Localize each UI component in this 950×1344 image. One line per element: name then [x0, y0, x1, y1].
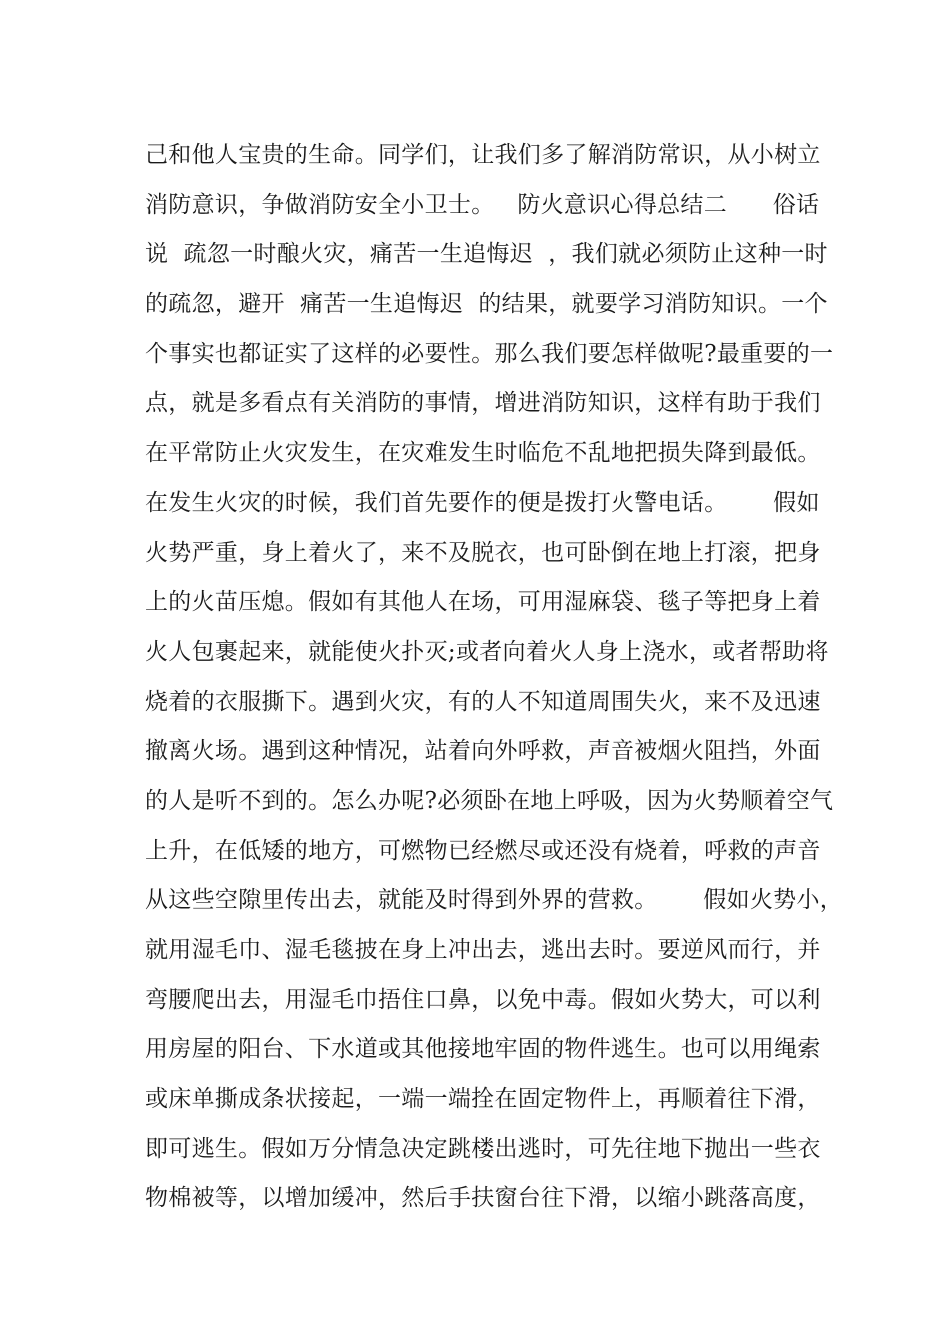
text-line: 物棉被等，以增加缓冲，然后手扶窗台往下滑，以缩小跳落高度，	[145, 1185, 821, 1212]
text-line: 在发生火灾的时候，我们首先要作的便是拨打火警电话。 假如	[145, 489, 820, 516]
text-line: 火人包裹起来，就能使火扑灭;或者向着火人身上浇水，或者帮助将	[145, 638, 829, 665]
text-line: 就用湿毛巾、湿毛毯披在身上冲出去，逃出去时。要逆风而行，并	[145, 937, 821, 963]
text-line: 或床单撕成条状接起，一端一端拴在固定物件上，再顺着往下滑，	[145, 1086, 821, 1113]
text-line: 弯腰爬出去，用湿毛巾捂住口鼻，以免中毒。假如火势大，可以利	[145, 986, 821, 1013]
text-line: 的人是听不到的。怎么办呢?必须卧在地上呼吸，因为火势顺着空气	[145, 787, 834, 814]
text-line: 火势严重，身上着火了，来不及脱衣，也可卧倒在地上打滚，把身	[145, 539, 821, 566]
text-line: 即可逃生。假如万分情急决定跳楼出逃时，可先往地下抛出一些衣	[145, 1135, 821, 1162]
text-line: 在平常防止火灾发生，在灾难发生时临危不乱地把损失降到最低。	[145, 440, 821, 467]
text-line: 己和他人宝贵的生命。同学们，让我们多了解消防常识，从小树立	[145, 142, 821, 168]
body-text	[145, 131, 845, 1224]
text-line: 撤离火场。遇到这种情况，站着向外呼救，声音被烟火阻挡，外面	[145, 738, 821, 765]
text-line: 说 疏忽一时酿火灾，痛苦一生追悔迟 ，我们就必须防止这种一时	[145, 241, 828, 268]
text-line: 上的火苗压熄。假如有其他人在场，可用湿麻袋、毯子等把身上着	[145, 589, 821, 616]
text-line: 上升，在低矮的地方，可燃物已经燃尽或还没有烧着，呼救的声音	[145, 837, 821, 864]
text-line: 点，就是多看点有关消防的事情，增进消防知识，这样有助于我们	[145, 390, 821, 417]
text-line: 烧着的衣服撕下。遇到火灾，有的人不知道周围失火，来不及迅速	[145, 688, 821, 715]
text-line: 从这些空隙里传出去，就能及时得到外界的营救。 假如火势小，	[145, 887, 844, 914]
text-line: 消防意识，争做消防安全小卫士。 防火意识心得总结二 俗话	[145, 191, 820, 218]
text-line: 的疏忽，避开 痛苦一生追悔迟 的结果，就要学习消防知识。一个	[145, 291, 828, 318]
text-line: 用房屋的阳台、下水道或其他接地牢固的物件逃生。也可以用绳索	[145, 1036, 821, 1063]
text-line: 个事实也都证实了这样的必要性。那么我们要怎样做呢?最重要的一	[145, 340, 834, 367]
